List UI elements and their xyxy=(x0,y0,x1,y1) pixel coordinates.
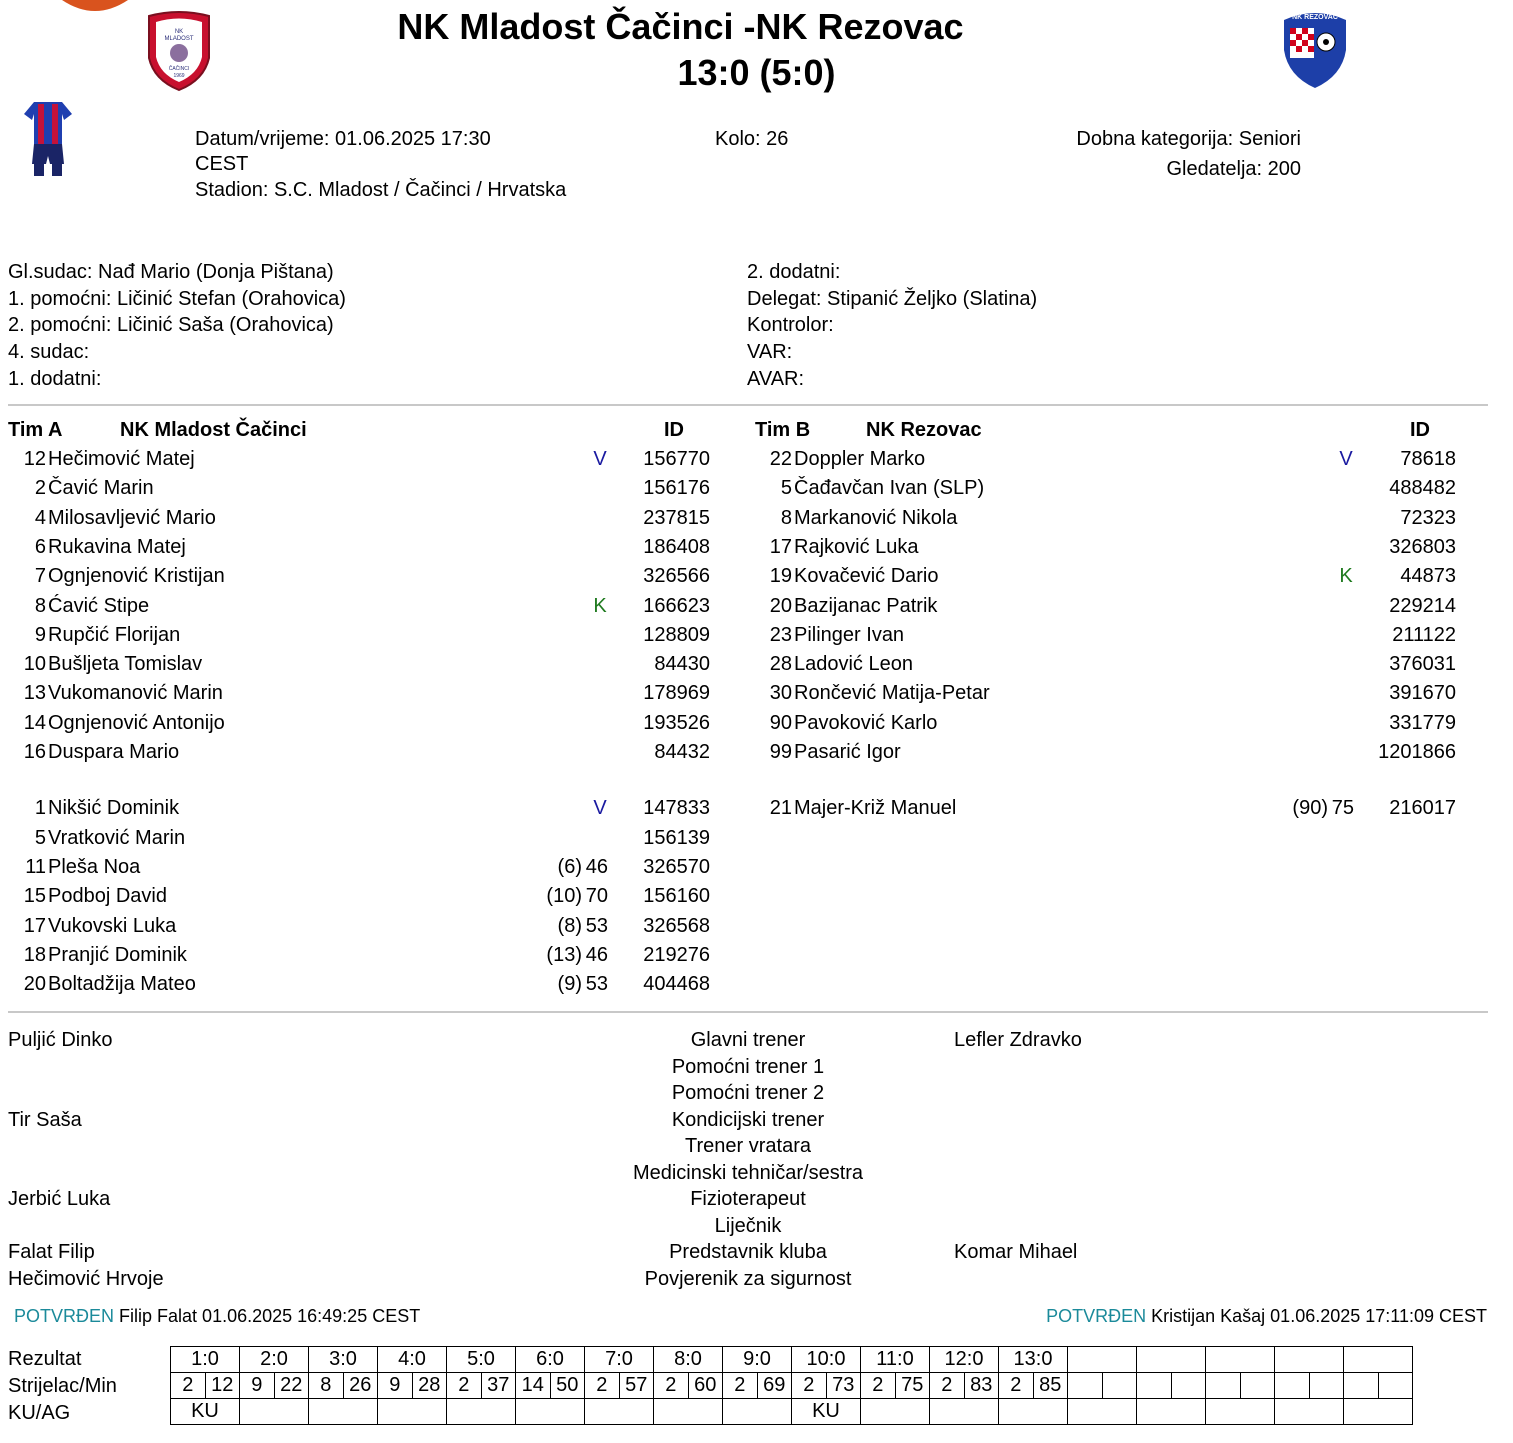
staff-role: Predstavnik kluba xyxy=(669,1241,827,1263)
official-row: 2. pomoćni: Ličinić Saša (Orahovica) xyxy=(8,314,334,337)
scorer-number: 2 xyxy=(585,1373,620,1399)
staff-away-name: Komar Mihael xyxy=(954,1241,1078,1263)
player-number: 18 xyxy=(23,943,46,966)
ku-ag-cell xyxy=(930,1399,999,1425)
player-name: Bazijanac Patrik xyxy=(794,594,938,617)
scorer-minute: 69 xyxy=(757,1373,792,1399)
player-id: 156176 xyxy=(643,477,710,500)
scorer-number xyxy=(1068,1373,1103,1399)
staff-away-name xyxy=(954,1107,1082,1134)
result-score: 8:0 xyxy=(654,1347,723,1373)
officials-left xyxy=(8,259,346,393)
staff-home-name: Puljić Dinko xyxy=(8,1029,113,1051)
staff-role: Pomoćni trener 2 xyxy=(671,1082,825,1104)
team-b-id-header: ID xyxy=(1410,419,1430,441)
result-score xyxy=(1068,1347,1137,1373)
scorer-number: 9 xyxy=(240,1373,275,1399)
player-id: 326803 xyxy=(1389,535,1456,558)
result-score: 6:0 xyxy=(516,1347,585,1373)
result-score: 11:0 xyxy=(861,1347,930,1373)
scorer-number: 2 xyxy=(999,1373,1034,1399)
team-a-label: Tim A xyxy=(8,419,63,441)
match-datetime: Datum/vrijeme: 01.06.2025 17:30 xyxy=(195,128,491,150)
player-name: Duspara Mario xyxy=(48,741,180,763)
player-number: 15 xyxy=(23,885,46,908)
ku-ag-cell xyxy=(861,1399,930,1425)
player-number: 6 xyxy=(34,535,46,558)
staff-home-name xyxy=(8,1213,164,1240)
player-name: Nikšić Dominik xyxy=(48,797,180,820)
match-attendance: Gledatelja: 200 xyxy=(1166,158,1301,180)
staff-home-name: Hečimović Hrvoje xyxy=(8,1267,164,1290)
staff-home-name xyxy=(8,1054,164,1081)
player-name: Rupčić Florijan xyxy=(48,623,181,646)
sub-minute: 46 xyxy=(585,943,608,966)
scorer-number xyxy=(1206,1373,1241,1399)
ku-ag-cell xyxy=(240,1399,309,1425)
player-name: Rončević Matija-Petar xyxy=(794,682,990,705)
official-row: 2. dodatni: xyxy=(747,261,841,283)
scorer-minute: 26 xyxy=(343,1373,378,1399)
scorer-number: 2 xyxy=(861,1373,896,1399)
player-number: 16 xyxy=(23,741,46,763)
player-id: 1201866 xyxy=(1378,741,1456,763)
player-id: 156160 xyxy=(643,885,710,908)
player-name: Pleša Noa xyxy=(48,855,141,878)
player-number: 4 xyxy=(34,506,46,529)
captain-mark: K xyxy=(1339,565,1353,588)
official-row: 1. pomoćni: Ličinić Stefan (Orahovica) xyxy=(8,287,346,310)
player-number: 10 xyxy=(23,653,46,676)
away-badge-text: NK REZOVAC xyxy=(1292,14,1338,21)
staff-away xyxy=(954,1027,1082,1292)
player-number: 17 xyxy=(23,914,46,937)
results-label: Strijelac/Min xyxy=(8,1375,117,1397)
result-score xyxy=(1206,1347,1275,1373)
player-id: 156770 xyxy=(643,448,710,470)
ku-ag-cell xyxy=(309,1399,378,1425)
official-row: 4. sudac: xyxy=(8,341,90,364)
scorer-minute: 83 xyxy=(964,1373,999,1399)
scorer-number: 14 xyxy=(516,1373,551,1399)
result-score: 9:0 xyxy=(723,1347,792,1373)
player-name: Pasarić Igor xyxy=(794,741,901,763)
player-name: Markanović Nikola xyxy=(794,506,958,529)
confirmation-text: Kristijan Kašaj 01.06.2025 17:11:09 CEST xyxy=(1151,1306,1487,1326)
team-b-label: Tim B xyxy=(755,419,811,441)
title-away: NK Rezovac xyxy=(755,6,964,47)
player-id: 216017 xyxy=(1389,797,1456,820)
player-name: Ognjenović Antonijo xyxy=(48,711,225,734)
player-id: 178969 xyxy=(643,682,710,705)
staff-home-name xyxy=(8,1160,164,1187)
player-number: 19 xyxy=(769,565,792,588)
player-id: 211122 xyxy=(1392,623,1456,646)
scorer-number: 2 xyxy=(792,1373,827,1399)
player-id: 326570 xyxy=(643,855,710,878)
scorer-minute: 50 xyxy=(550,1373,585,1399)
player-number: 99 xyxy=(769,741,792,763)
sub-replaced: (9) xyxy=(557,973,582,996)
goalkeeper-mark: V xyxy=(593,797,607,820)
confirmation-status: POTVRĐEN xyxy=(14,1306,115,1326)
official-row: VAR: xyxy=(747,341,793,364)
staff-roles xyxy=(598,1027,898,1292)
result-score: 1:0 xyxy=(171,1347,240,1373)
sub-replaced: (6) xyxy=(557,855,582,878)
player-id: 229214 xyxy=(1389,594,1456,617)
player-name: Pranjić Dominik xyxy=(48,943,187,966)
sub-minute: 46 xyxy=(585,855,608,878)
team-kit-icon xyxy=(22,100,74,180)
ku-ag-cell xyxy=(1137,1399,1206,1425)
player-name: Vukovski Luka xyxy=(48,914,177,937)
result-score xyxy=(1344,1347,1413,1373)
match-round: Kolo: 26 xyxy=(715,128,789,150)
player-number: 22 xyxy=(769,448,792,470)
result-score: 3:0 xyxy=(309,1347,378,1373)
player-id: 237815 xyxy=(643,506,710,529)
goalkeeper-mark: V xyxy=(1339,448,1353,470)
sub-minute: 70 xyxy=(585,885,608,908)
player-id: 326568 xyxy=(643,914,710,937)
scorer-number: 2 xyxy=(447,1373,482,1399)
results-label: KU/AG xyxy=(8,1402,71,1424)
staff-home-name: Falat Filip xyxy=(8,1241,95,1263)
confirmation-text: Filip Falat 01.06.2025 16:49:25 CEST xyxy=(119,1306,421,1326)
confirmation-away xyxy=(900,1306,1487,1327)
ku-ag-cell: KU xyxy=(171,1399,240,1425)
staff-role: Kondicijski trener xyxy=(671,1108,825,1131)
ku-ag-cell xyxy=(1068,1399,1137,1425)
ku-ag-cell xyxy=(447,1399,516,1425)
player-name: Podboj David xyxy=(48,885,167,908)
player-name: Majer-Križ Manuel xyxy=(794,797,957,820)
player-name: Bušljeta Tomislav xyxy=(48,653,203,676)
scorer-minute: 28 xyxy=(412,1373,447,1399)
staff-role: Pomoćni trener 1 xyxy=(671,1055,825,1078)
sub-minute: 53 xyxy=(585,973,608,996)
sub-minute: 53 xyxy=(585,914,608,937)
player-id: 193526 xyxy=(643,711,710,734)
player-id: 331779 xyxy=(1389,711,1456,734)
official-row: AVAR: xyxy=(747,367,805,390)
ku-ag-cell xyxy=(723,1399,792,1425)
scorer-minute xyxy=(1309,1373,1344,1399)
result-score: 13:0 xyxy=(999,1347,1068,1373)
player-name: Hečimović Matej xyxy=(48,448,195,470)
staff-away-name xyxy=(954,1080,1082,1107)
player-name: Rajković Luka xyxy=(794,535,919,558)
player-name: Pavoković Karlo xyxy=(794,711,938,734)
result-score xyxy=(1275,1347,1344,1373)
player-id: 128809 xyxy=(643,623,710,646)
player-name: Ladović Leon xyxy=(794,653,913,676)
staff-home-name: Jerbić Luka xyxy=(8,1188,111,1210)
result-score: 7:0 xyxy=(585,1347,654,1373)
official-row: Delegat: Stipanić Željko (Slatina) xyxy=(747,287,1038,310)
player-number: 8 xyxy=(780,506,792,529)
home-badge-text-1: NK xyxy=(174,29,184,35)
player-number: 8 xyxy=(34,594,46,617)
player-name: Milosavljević Mario xyxy=(48,506,216,529)
official-row: 1. dodatni: xyxy=(8,367,102,390)
title-separator: - xyxy=(743,6,756,47)
staff-home-name: Tir Saša xyxy=(8,1108,82,1131)
player-number: 7 xyxy=(34,565,46,588)
scorer-number: 8 xyxy=(309,1373,344,1399)
player-name: Vratković Marin xyxy=(48,826,186,849)
sub-replaced: (13) xyxy=(546,943,582,966)
player-name: Doppler Marko xyxy=(794,448,926,470)
player-number: 5 xyxy=(34,826,46,849)
divider xyxy=(8,1011,1488,1013)
team-a-id-header: ID xyxy=(664,419,684,441)
player-name: Rukavina Matej xyxy=(48,535,186,558)
player-name: Ćavić Stipe xyxy=(48,594,150,617)
results-table xyxy=(170,1346,1413,1425)
player-id: 78618 xyxy=(1400,448,1456,470)
match-title xyxy=(0,6,1513,48)
player-id: 72323 xyxy=(1400,506,1456,529)
match-category: Dobna kategorija: Seniori xyxy=(1076,128,1301,150)
staff-away-name xyxy=(954,1266,1082,1293)
player-id: 186408 xyxy=(643,535,710,558)
results-labels xyxy=(8,1346,117,1427)
divider xyxy=(8,404,1488,406)
staff-role: Povjerenik za sigurnost xyxy=(644,1267,852,1290)
player-id: 156139 xyxy=(643,826,710,849)
player-name: Čavić Marin xyxy=(48,477,154,500)
player-name: Čađavčan Ivan (SLP) xyxy=(794,477,985,500)
player-id: 391670 xyxy=(1389,682,1456,705)
sub-minute: 75 xyxy=(1331,797,1354,820)
home-badge-text-4: 1969 xyxy=(173,73,185,79)
scorer-number: 2 xyxy=(171,1373,206,1399)
scorer-minute: 12 xyxy=(205,1373,240,1399)
player-number: 14 xyxy=(23,711,46,734)
staff-role: Medicinski tehničar/sestra xyxy=(632,1161,864,1184)
player-name: Pilinger Ivan xyxy=(794,623,905,646)
player-id: 84430 xyxy=(654,653,710,676)
scorer-number xyxy=(1344,1373,1379,1399)
team-a-name: NK Mladost Čačinci xyxy=(120,419,307,441)
player-id: 147833 xyxy=(643,797,710,820)
scorer-minute: 73 xyxy=(826,1373,861,1399)
player-id: 488482 xyxy=(1389,477,1456,500)
official-row: Gl.sudac: Nađ Mario (Donja Pištana) xyxy=(8,261,334,283)
staff-away-name xyxy=(954,1186,1082,1213)
confirmation-status: POTVRĐEN xyxy=(1046,1306,1147,1326)
player-name: Kovačević Dario xyxy=(794,565,939,588)
player-name: Boltadžija Mateo xyxy=(48,973,196,996)
player-number: 23 xyxy=(769,623,792,646)
scorer-number: 2 xyxy=(723,1373,758,1399)
player-id: 44873 xyxy=(1400,565,1456,588)
player-number: 28 xyxy=(769,653,792,676)
sub-replaced: (90) xyxy=(1292,797,1328,820)
scorer-minute: 57 xyxy=(619,1373,654,1399)
staff-role: Glavni trener xyxy=(690,1029,806,1051)
ku-ag-cell xyxy=(999,1399,1068,1425)
result-score: 4:0 xyxy=(378,1347,447,1373)
player-id: 219276 xyxy=(643,943,710,966)
player-number: 12 xyxy=(23,448,46,470)
player-number: 9 xyxy=(34,623,46,646)
result-score: 12:0 xyxy=(930,1347,999,1373)
scorer-number xyxy=(1275,1373,1310,1399)
scorer-minute: 75 xyxy=(895,1373,930,1399)
scorer-minute: 60 xyxy=(688,1373,723,1399)
player-number: 11 xyxy=(25,855,46,878)
scorer-minute xyxy=(1240,1373,1275,1399)
ku-ag-cell xyxy=(1344,1399,1413,1425)
ku-ag-cell xyxy=(585,1399,654,1425)
ku-ag-cell xyxy=(516,1399,585,1425)
staff-role: Liječnik xyxy=(714,1214,782,1237)
result-score: 2:0 xyxy=(240,1347,309,1373)
player-number: 21 xyxy=(769,797,792,820)
player-name: Vukomanović Marin xyxy=(48,682,223,705)
match-stadium: Stadion: S.C. Mladost / Čačinci / Hrvatska xyxy=(195,179,567,201)
ku-ag-cell xyxy=(1275,1399,1344,1425)
home-badge-text-2: MLADOST xyxy=(164,36,194,42)
scorer-minute xyxy=(1378,1373,1413,1399)
scorer-minute xyxy=(1102,1373,1137,1399)
player-name: Ognjenović Kristijan xyxy=(48,565,225,588)
official-row: Kontrolor: xyxy=(747,314,834,337)
staff-home-name xyxy=(8,1133,164,1160)
ku-ag-cell xyxy=(654,1399,723,1425)
staff-role: Trener vratara xyxy=(685,1135,811,1157)
player-number: 13 xyxy=(23,682,46,705)
staff-role: Fizioterapeut xyxy=(690,1188,806,1210)
confirmation-home xyxy=(14,1306,420,1327)
match-timezone: CEST xyxy=(195,153,249,175)
scorer-number xyxy=(1137,1373,1172,1399)
player-id: 376031 xyxy=(1389,653,1456,676)
team-b-name: NK Rezovac xyxy=(866,419,982,441)
player-number: 30 xyxy=(769,682,792,705)
player-id: 404468 xyxy=(643,973,710,996)
player-number: 5 xyxy=(780,477,792,500)
staff-away-name xyxy=(954,1054,1082,1081)
staff-away-name xyxy=(954,1133,1082,1160)
goalkeeper-mark: V xyxy=(593,448,607,470)
scorer-minute xyxy=(1171,1373,1206,1399)
sub-replaced: (8) xyxy=(557,914,582,937)
officials-right xyxy=(747,259,1037,393)
results-label: Rezultat xyxy=(8,1348,82,1370)
match-score: 13:0 (5:0) xyxy=(677,52,836,93)
ku-ag-cell: KU xyxy=(792,1399,861,1425)
staff-home xyxy=(8,1027,164,1292)
captain-mark: K xyxy=(593,594,607,617)
scorer-number: 2 xyxy=(654,1373,689,1399)
result-score: 10:0 xyxy=(792,1347,861,1373)
player-id: 326566 xyxy=(643,565,710,588)
ku-ag-cell xyxy=(378,1399,447,1425)
title-home: NK Mladost Čačinci xyxy=(397,6,734,47)
player-number: 1 xyxy=(34,797,46,820)
player-number: 20 xyxy=(23,973,46,996)
scorer-minute: 37 xyxy=(481,1373,516,1399)
staff-away-name xyxy=(954,1160,1082,1187)
scorer-number: 9 xyxy=(378,1373,413,1399)
player-number: 17 xyxy=(769,535,792,558)
result-score: 5:0 xyxy=(447,1347,516,1373)
player-id: 84432 xyxy=(654,741,710,763)
player-number: 90 xyxy=(769,711,792,734)
result-score xyxy=(1137,1347,1206,1373)
scorer-minute: 85 xyxy=(1033,1373,1068,1399)
player-number: 2 xyxy=(34,477,46,500)
staff-away-name: Lefler Zdravko xyxy=(954,1029,1082,1051)
scorer-minute: 22 xyxy=(274,1373,309,1399)
player-number: 20 xyxy=(769,594,792,617)
sub-replaced: (10) xyxy=(546,885,582,908)
home-badge-text-3: ČAČINCI xyxy=(168,66,190,72)
scorer-number: 2 xyxy=(930,1373,965,1399)
staff-away-name xyxy=(954,1213,1082,1240)
ku-ag-cell xyxy=(1206,1399,1275,1425)
player-id: 166623 xyxy=(643,594,710,617)
staff-home-name xyxy=(8,1080,164,1107)
